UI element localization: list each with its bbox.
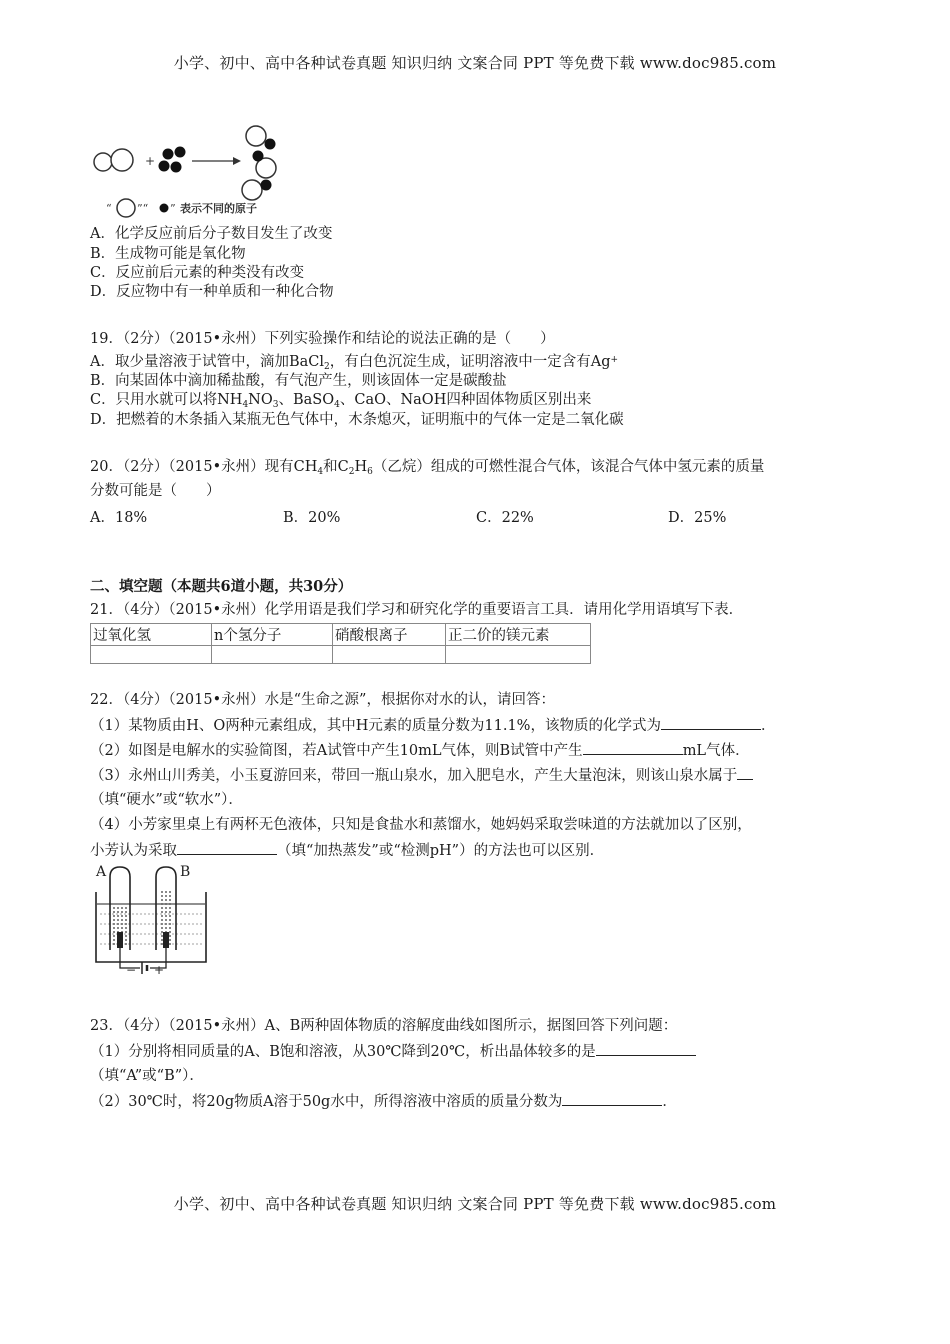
product-black-atom: [253, 151, 264, 162]
answer-blank[interactable]: [562, 1091, 662, 1106]
q20-option-b: B．20%: [283, 510, 341, 526]
table-answer-row: [91, 646, 591, 664]
minus-sign: −: [126, 963, 137, 977]
electrode-a: [117, 932, 123, 948]
legend-black-atom: [160, 204, 169, 213]
black-atom: [163, 149, 174, 160]
q19-option-b: B．向某固体中滴加稀盐酸，有气泡产生，则该固体一定是碳酸盐: [90, 373, 507, 389]
legend-quote: “: [106, 202, 112, 215]
answer-cell[interactable]: [91, 646, 212, 664]
reaction-diagram: [88, 122, 288, 222]
electrode-b: [163, 932, 169, 948]
q22-part3-line2: （填“硬水”或“软水”）．: [90, 792, 243, 808]
q18-option-b: B．生成物可能是氧化物: [90, 246, 246, 262]
q20-stem-line2: 分数可能是（ ）: [90, 483, 221, 499]
table-header-row: [91, 624, 591, 646]
q21-stem: 21．（4分）（2015•永州）化学用语是我们学习和研究化学的重要语言工具．请用化学用语填写下表．: [90, 602, 744, 618]
q23-part1: （1）分别将相同质量的A、B饱和溶液，从30℃降到20℃，析出晶体较多的是: [90, 1041, 696, 1062]
answer-blank[interactable]: [583, 740, 683, 755]
q19-option-d: D．把燃着的木条插入某瓶无色气体中，木条熄灭，证明瓶中的气体一定是二氧化碳: [90, 412, 624, 428]
q22-part2: （2）如图是电解水的实验简图，若A试管中产生10mL气体，则B试管中产生 mL气体．: [90, 740, 750, 761]
reaction-arrow-head: [233, 157, 241, 165]
answer-blank[interactable]: [177, 840, 277, 855]
tube-label-a: A: [96, 864, 107, 880]
answer-blank[interactable]: [661, 715, 761, 730]
product-white-atom: [246, 126, 266, 146]
page-footer: 小学、初中、高中各种试卷真题 知识归纳 文案合同 PPT 等免费下载 www.doc985.com: [173, 1195, 777, 1213]
black-atom: [175, 147, 186, 158]
answer-cell[interactable]: [212, 646, 333, 664]
q18-option-d: D．反应物中有一种单质和一种化合物: [90, 284, 334, 300]
q22-part4-line2: 小芳认为采取 （填“加热蒸发”或“检测pH”）的方法也可以区别．: [90, 840, 604, 861]
legend-text: 表示不同的原子: [180, 202, 257, 215]
q20-option-c: C．22%: [476, 510, 534, 526]
white-atom: [111, 149, 133, 171]
q19-stem: 19．（2分）（2015•永州）下列实验操作和结论的说法正确的是（ ）: [90, 331, 555, 347]
page-header: 小学、初中、高中各种试卷真题 知识归纳 文案合同 PPT 等免费下载 www.doc985.com: [173, 54, 777, 72]
tube-label-b: B: [180, 864, 191, 880]
answer-blank[interactable]: [596, 1041, 696, 1056]
table-header-cell: 过氧化氢: [91, 624, 212, 646]
q22-stem: 22．（4分）（2015•永州）水是“生命之源”，根据你对水的认，请回答：: [90, 692, 555, 708]
plus-sign: +: [145, 154, 156, 168]
product-black-atom: [265, 139, 276, 150]
q20-stem: 20．（2分）（2015•永州）现有$CH_4$和$C_2H_6$（乙烷）组成的可燃性混合气体，该混合气体中氢元素的质量: [90, 459, 765, 477]
black-atom: [171, 162, 182, 173]
q23-part1-line2: （填“A”或“B”）．: [90, 1068, 204, 1084]
table-header-cell: 正二价的镁元素: [446, 624, 591, 646]
q18-option-a: A．化学反应前后分子数目发生了改变: [90, 226, 333, 242]
q19-option-a: A．取少量溶液于试管中，滴加BaCl$_2$，有白色沉淀生成，证明溶液中一定含有Ag+: [90, 354, 619, 372]
black-atom: [159, 161, 170, 172]
q20-option-d: D．25%: [668, 510, 727, 526]
white-atom: [94, 153, 112, 171]
q21-answer-table: [90, 623, 591, 664]
product-black-atom: [261, 180, 272, 191]
legend-quote: ”: [170, 202, 176, 215]
q20-option-a: A．18%: [90, 510, 148, 526]
q22-part3: （3）永州山川秀美，小玉夏游回来，带回一瓶山泉水，加入肥皂水，产生大量泡沫，则该山泉水属于: [90, 765, 753, 786]
electrolysis-diagram: [88, 862, 213, 977]
answer-cell[interactable]: [333, 646, 446, 664]
q23-part2: （2）30℃时，将20g物质A溶于50g水中，所得溶液中溶质的质量分数为 ．: [90, 1091, 677, 1112]
q19-option-c: C．只用水就可以将$NH_4NO_3$、BaSO$_4$、CaO、NaOH四种固体物质区别出来: [90, 392, 592, 410]
q22-part1: （1）某物质由H、O两种元素组成，其中H元素的质量分数为11.1%，该物质的化学式为 ．: [90, 715, 775, 736]
product-white-atom: [242, 180, 262, 200]
answer-cell[interactable]: [446, 646, 591, 664]
answer-blank[interactable]: [737, 765, 753, 780]
legend-quote: ”“: [137, 202, 149, 215]
table-header-cell: n个氢分子: [212, 624, 333, 646]
plus-sign: +: [154, 963, 165, 977]
q22-part4: （4）小芳家里桌上有两杯无色液体，只知是食盐水和蒸馏水，她妈妈采取尝味道的方法就加以了区别，: [90, 817, 752, 833]
section-title: 二、填空题（本题共6道小题，共30分）: [90, 578, 353, 595]
q18-option-c: C．反应前后元素的种类没有改变: [90, 265, 305, 281]
q23-stem: 23．（4分）（2015•永州）A、B两种固体物质的溶解度曲线如图所示，据图回答下列问题：: [90, 1018, 678, 1034]
beaker: [96, 892, 206, 962]
legend-white-atom: [117, 199, 135, 217]
table-header-cell: 硝酸根离子: [333, 624, 446, 646]
